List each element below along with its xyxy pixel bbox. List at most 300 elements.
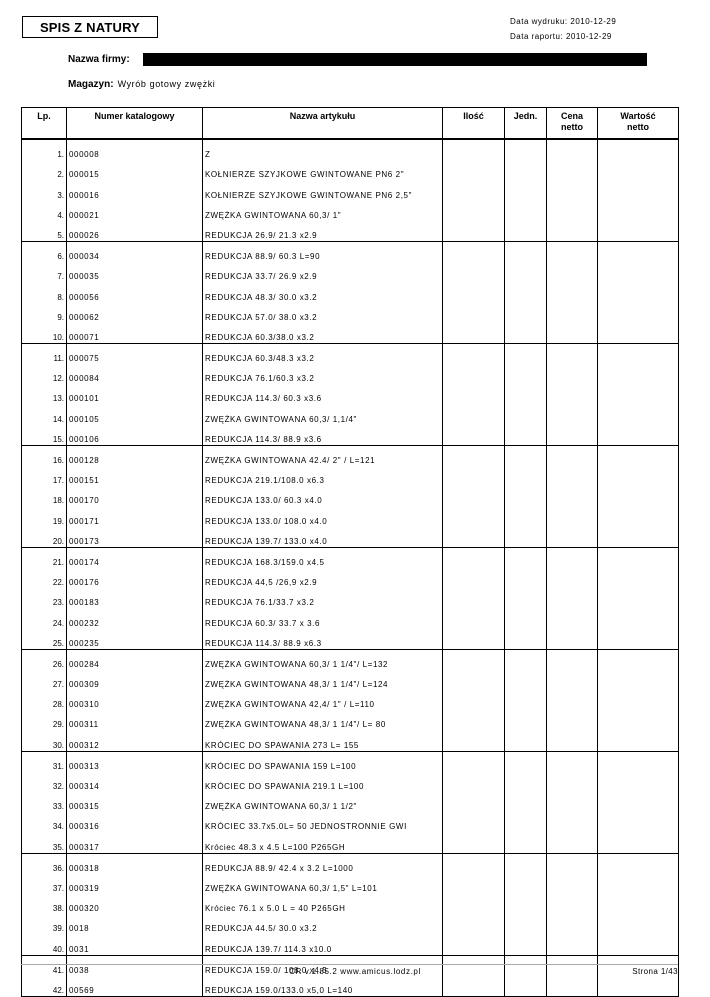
row-net-value <box>598 506 679 526</box>
table-row <box>22 934 679 955</box>
row-lp: 29. <box>22 710 67 730</box>
row-net-value <box>598 832 679 853</box>
row-net-price <box>547 282 598 302</box>
row-net-value <box>598 201 679 221</box>
row-net-value <box>598 425 679 446</box>
row-catalog-number: 000034 <box>67 241 203 262</box>
row-net-price <box>547 792 598 812</box>
row-quantity <box>443 201 505 221</box>
table-row <box>22 445 679 466</box>
row-quantity <box>443 649 505 670</box>
row-quantity <box>443 629 505 650</box>
row-net-value <box>598 262 679 282</box>
table-row <box>22 486 679 506</box>
row-article-name: REDUKCJA 76.1/33.7 x3.2 <box>203 588 443 608</box>
row-quantity <box>443 588 505 608</box>
row-quantity <box>443 894 505 914</box>
row-catalog-number: 000035 <box>67 262 203 282</box>
report-date-line <box>510 29 616 44</box>
row-lp: 10. <box>22 323 67 344</box>
table-row <box>22 527 679 548</box>
row-lp: 30. <box>22 730 67 751</box>
row-quantity <box>443 976 505 997</box>
row-unit <box>505 282 547 302</box>
table-row <box>22 241 679 262</box>
row-net-price <box>547 730 598 751</box>
row-net-price <box>547 934 598 955</box>
row-unit <box>505 976 547 997</box>
row-lp: 14. <box>22 404 67 424</box>
row-article-name: REDUKCJA 60.3/48.3 x3.2 <box>203 343 443 364</box>
row-article-name: REDUKCJA 88.9/ 42.4 x 3.2 L=1000 <box>203 853 443 874</box>
row-net-value <box>598 343 679 364</box>
row-article-name: KRÓCIEC 33.7x5.0L= 50 JEDNOSTRONNIE GWI <box>203 812 443 832</box>
row-article-name: REDUKCJA 60.3/ 33.7 x 3.6 <box>203 608 443 628</box>
row-article-name: ZWĘŻKA GWINTOWANA 60,3/ 1" <box>203 201 443 221</box>
row-article-name: Z <box>203 139 443 160</box>
row-net-value <box>598 160 679 180</box>
row-net-price <box>547 527 598 548</box>
row-unit <box>505 853 547 874</box>
row-catalog-number: 000319 <box>67 874 203 894</box>
row-quantity <box>443 160 505 180</box>
footer-credits: CR v.1.85.2 www.amicus.lodz.pl <box>289 967 421 976</box>
row-net-price <box>547 751 598 772</box>
report-dates <box>510 14 616 44</box>
row-quantity <box>443 832 505 853</box>
row-quantity <box>443 853 505 874</box>
row-article-name: Króciec 76.1 x 5.0 L = 40 P265GH <box>203 894 443 914</box>
row-quantity <box>443 874 505 894</box>
row-net-value <box>598 139 679 160</box>
row-lp: 38. <box>22 894 67 914</box>
row-catalog-number: 000311 <box>67 710 203 730</box>
row-net-price <box>547 568 598 588</box>
row-unit <box>505 730 547 751</box>
row-catalog-number: 000151 <box>67 466 203 486</box>
row-catalog-number: 000171 <box>67 506 203 526</box>
row-net-price <box>547 690 598 710</box>
row-net-value <box>598 282 679 302</box>
row-lp: 24. <box>22 608 67 628</box>
col-net-price-line1: Cena <box>560 111 583 121</box>
row-catalog-number: 000318 <box>67 853 203 874</box>
col-lp: Lp. <box>22 108 67 140</box>
row-catalog-number: 000183 <box>67 588 203 608</box>
row-unit <box>505 425 547 446</box>
row-catalog-number: 000015 <box>67 160 203 180</box>
row-net-price <box>547 180 598 200</box>
row-quantity <box>443 568 505 588</box>
row-lp: 2. <box>22 160 67 180</box>
row-quantity <box>443 241 505 262</box>
row-catalog-number: 000071 <box>67 323 203 344</box>
print-date-label: Data wydruku: <box>510 17 568 26</box>
table-row <box>22 894 679 914</box>
col-net-value-line1: Wartość <box>620 111 656 121</box>
row-article-name: KRÓCIEC DO SPAWANIA 219.1 L=100 <box>203 772 443 792</box>
col-net-value-line2: netto <box>627 122 649 132</box>
row-net-price <box>547 832 598 853</box>
row-net-value <box>598 588 679 608</box>
row-article-name: REDUKCJA 44.5/ 30.0 x3.2 <box>203 914 443 934</box>
row-net-value <box>598 486 679 506</box>
row-net-value <box>598 527 679 548</box>
row-unit <box>505 364 547 384</box>
row-quantity <box>443 608 505 628</box>
row-net-value <box>598 772 679 792</box>
row-net-value <box>598 445 679 466</box>
row-article-name: REDUKCJA 57.0/ 38.0 x3.2 <box>203 303 443 323</box>
row-unit <box>505 792 547 812</box>
row-unit <box>505 874 547 894</box>
row-article-name: REDUKCJA 88.9/ 60.3 L=90 <box>203 241 443 262</box>
row-unit <box>505 506 547 526</box>
row-net-value <box>598 466 679 486</box>
col-catalog-number: Numer katalogowy <box>67 108 203 140</box>
row-article-name: REDUKCJA 114.3/ 88.9 x6.3 <box>203 629 443 650</box>
row-lp: 26. <box>22 649 67 670</box>
row-catalog-number: 000174 <box>67 547 203 568</box>
table-row <box>22 832 679 853</box>
row-lp: 7. <box>22 262 67 282</box>
row-unit <box>505 404 547 424</box>
row-lp: 6. <box>22 241 67 262</box>
row-net-price <box>547 139 598 160</box>
row-catalog-number: 0031 <box>67 934 203 955</box>
table-row <box>22 710 679 730</box>
table-row <box>22 404 679 424</box>
row-catalog-number: 000284 <box>67 649 203 670</box>
row-unit <box>505 812 547 832</box>
row-net-value <box>598 812 679 832</box>
row-net-price <box>547 588 598 608</box>
table-row <box>22 690 679 710</box>
row-article-name: REDUKCJA 26.9/ 21.3 x2.9 <box>203 221 443 242</box>
table-row <box>22 139 679 160</box>
row-unit <box>505 527 547 548</box>
row-article-name: REDUKCJA 133.0/ 60.3 x4.0 <box>203 486 443 506</box>
row-net-value <box>598 323 679 344</box>
table-row <box>22 914 679 934</box>
row-net-price <box>547 914 598 934</box>
row-net-price <box>547 772 598 792</box>
row-article-name: REDUKCJA 159.0/ 108.0 x4.5 <box>203 955 443 976</box>
row-catalog-number: 0018 <box>67 914 203 934</box>
firm-label: Nazwa firmy: <box>68 54 130 65</box>
row-unit <box>505 241 547 262</box>
row-catalog-number: 000008 <box>67 139 203 160</box>
row-unit <box>505 670 547 690</box>
print-date-value: 2010-12-29 <box>570 17 617 26</box>
row-quantity <box>443 364 505 384</box>
row-net-value <box>598 241 679 262</box>
table-row <box>22 262 679 282</box>
row-net-price <box>547 201 598 221</box>
table-row <box>22 874 679 894</box>
row-quantity <box>443 323 505 344</box>
row-article-name: ZWĘŻKA GWINTOWANA 60,3/ 1 1/4"/ L=132 <box>203 649 443 670</box>
row-article-name: KRÓCIEC DO SPAWANIA 273 L= 155 <box>203 730 443 751</box>
row-lp: 28. <box>22 690 67 710</box>
row-quantity <box>443 751 505 772</box>
row-article-name: Króciec 48.3 x 4.5 L=100 P265GH <box>203 832 443 853</box>
row-net-value <box>598 670 679 690</box>
row-lp: 4. <box>22 201 67 221</box>
row-catalog-number: 000313 <box>67 751 203 772</box>
table-row <box>22 853 679 874</box>
row-net-value <box>598 568 679 588</box>
row-unit <box>505 180 547 200</box>
row-article-name: ZWĘŻKA GWINTOWANA 60,3/ 1,1/4" <box>203 404 443 424</box>
table-row <box>22 976 679 997</box>
row-quantity <box>443 730 505 751</box>
row-article-name: REDUKCJA 139.7/ 133.0 x4.0 <box>203 527 443 548</box>
row-lp: 1. <box>22 139 67 160</box>
row-net-price <box>547 506 598 526</box>
row-net-price <box>547 445 598 466</box>
row-net-value <box>598 690 679 710</box>
row-net-value <box>598 976 679 997</box>
row-net-price <box>547 343 598 364</box>
row-lp: 33. <box>22 792 67 812</box>
row-quantity <box>443 547 505 568</box>
report-date-value: 2010-12-29 <box>565 32 612 41</box>
firm-name-redacted <box>143 53 647 66</box>
row-quantity <box>443 486 505 506</box>
row-catalog-number: 000317 <box>67 832 203 853</box>
row-net-value <box>598 364 679 384</box>
row-net-price <box>547 466 598 486</box>
row-catalog-number: 000026 <box>67 221 203 242</box>
row-net-value <box>598 874 679 894</box>
table-row <box>22 180 679 200</box>
report-date-label: Data raportu: <box>510 32 564 41</box>
row-lp: 37. <box>22 874 67 894</box>
row-lp: 27. <box>22 670 67 690</box>
footer-divider <box>21 964 678 965</box>
row-article-name: REDUKCJA 60.3/38.0 x3.2 <box>203 323 443 344</box>
table-row <box>22 160 679 180</box>
row-article-name: REDUKCJA 33.7/ 26.9 x2.9 <box>203 262 443 282</box>
row-lp: 5. <box>22 221 67 242</box>
row-lp: 23. <box>22 588 67 608</box>
table-row <box>22 466 679 486</box>
row-quantity <box>443 303 505 323</box>
row-lp: 34. <box>22 812 67 832</box>
row-lp: 31. <box>22 751 67 772</box>
row-article-name: KOŁNIERZE SZYJKOWE GWINTOWANE PN6 2,5" <box>203 180 443 200</box>
row-net-value <box>598 934 679 955</box>
row-article-name: ZWĘŻKA GWINTOWANA 48,3/ 1 1/4"/ L=124 <box>203 670 443 690</box>
firm-row <box>68 53 130 66</box>
row-unit <box>505 221 547 242</box>
row-catalog-number: 000309 <box>67 670 203 690</box>
row-quantity <box>443 466 505 486</box>
table-row <box>22 323 679 344</box>
row-catalog-number: 000101 <box>67 384 203 404</box>
row-net-price <box>547 303 598 323</box>
row-lp: 9. <box>22 303 67 323</box>
row-catalog-number: 000170 <box>67 486 203 506</box>
row-catalog-number: 0038 <box>67 955 203 976</box>
row-lp: 40. <box>22 934 67 955</box>
row-article-name: ZWĘŻKA GWINTOWANA 60,3/ 1 1/2" <box>203 792 443 812</box>
row-catalog-number: 000235 <box>67 629 203 650</box>
table-row <box>22 751 679 772</box>
row-unit <box>505 629 547 650</box>
row-lp: 12. <box>22 364 67 384</box>
table-row <box>22 730 679 751</box>
row-lp: 35. <box>22 832 67 853</box>
report-title: SPIS Z NATURY <box>22 16 158 38</box>
table-row <box>22 670 679 690</box>
row-unit <box>505 323 547 344</box>
row-net-price <box>547 812 598 832</box>
row-lp: 15. <box>22 425 67 446</box>
row-net-value <box>598 629 679 650</box>
row-lp: 3. <box>22 180 67 200</box>
row-unit <box>505 934 547 955</box>
row-quantity <box>443 506 505 526</box>
row-lp: 19. <box>22 506 67 526</box>
row-quantity <box>443 914 505 934</box>
row-unit <box>505 139 547 160</box>
inventory-table <box>21 107 679 997</box>
row-lp: 25. <box>22 629 67 650</box>
row-article-name: KOŁNIERZE SZYJKOWE GWINTOWANE PN6 2" <box>203 160 443 180</box>
row-unit <box>505 751 547 772</box>
row-catalog-number: 000173 <box>67 527 203 548</box>
row-net-price <box>547 710 598 730</box>
warehouse-row <box>68 79 215 90</box>
table-row <box>22 547 679 568</box>
row-net-price <box>547 364 598 384</box>
row-net-value <box>598 710 679 730</box>
table-row <box>22 221 679 242</box>
row-quantity <box>443 282 505 302</box>
row-catalog-number: 000075 <box>67 343 203 364</box>
row-net-price <box>547 160 598 180</box>
row-net-price <box>547 486 598 506</box>
row-lp: 22. <box>22 568 67 588</box>
row-catalog-number: 000314 <box>67 772 203 792</box>
row-net-value <box>598 751 679 772</box>
table-row <box>22 282 679 302</box>
table-row <box>22 425 679 446</box>
row-article-name: REDUKCJA 133.0/ 108.0 x4.0 <box>203 506 443 526</box>
row-lp: 36. <box>22 853 67 874</box>
row-article-name: REDUKCJA 159.0/133.0 x5,0 L=140 <box>203 976 443 997</box>
row-unit <box>505 303 547 323</box>
row-quantity <box>443 139 505 160</box>
col-net-value <box>598 108 679 140</box>
row-quantity <box>443 221 505 242</box>
row-unit <box>505 608 547 628</box>
row-article-name: REDUKCJA 114.3/ 60.3 x3.6 <box>203 384 443 404</box>
page-number: Strona 1/43 <box>632 967 678 976</box>
row-article-name: ZWĘŻKA GWINTOWANA 48,3/ 1 1/4"/ L= 80 <box>203 710 443 730</box>
row-catalog-number: 000021 <box>67 201 203 221</box>
row-net-price <box>547 241 598 262</box>
row-net-price <box>547 670 598 690</box>
table-row <box>22 384 679 404</box>
row-unit <box>505 445 547 466</box>
row-lp: 11. <box>22 343 67 364</box>
row-quantity <box>443 772 505 792</box>
row-catalog-number: 000232 <box>67 608 203 628</box>
row-unit <box>505 710 547 730</box>
row-catalog-number: 000084 <box>67 364 203 384</box>
row-quantity <box>443 180 505 200</box>
table-row <box>22 506 679 526</box>
table-row <box>22 364 679 384</box>
row-quantity <box>443 527 505 548</box>
row-unit <box>505 486 547 506</box>
row-article-name: REDUKCJA 44,5 /26,9 x2.9 <box>203 568 443 588</box>
row-net-price <box>547 608 598 628</box>
row-unit <box>505 690 547 710</box>
row-article-name: REDUKCJA 48.3/ 30.0 x3.2 <box>203 282 443 302</box>
row-lp: 39. <box>22 914 67 934</box>
row-article-name: REDUKCJA 114.3/ 88.9 x3.6 <box>203 425 443 446</box>
row-lp: 21. <box>22 547 67 568</box>
row-net-value <box>598 914 679 934</box>
row-net-value <box>598 792 679 812</box>
row-article-name: REDUKCJA 168.3/159.0 x4.5 <box>203 547 443 568</box>
row-lp: 16. <box>22 445 67 466</box>
row-unit <box>505 384 547 404</box>
row-catalog-number: 000128 <box>67 445 203 466</box>
col-article-name: Nazwa artykułu <box>203 108 443 140</box>
table-row <box>22 649 679 670</box>
col-net-price-line2: netto <box>561 122 583 132</box>
row-lp: 32. <box>22 772 67 792</box>
row-article-name: ZWĘŻKA GWINTOWANA 60,3/ 1,5" L=101 <box>203 874 443 894</box>
table-row <box>22 792 679 812</box>
row-quantity <box>443 262 505 282</box>
row-unit <box>505 201 547 221</box>
row-unit <box>505 649 547 670</box>
row-lp: 41. <box>22 955 67 976</box>
row-unit <box>505 466 547 486</box>
row-catalog-number: 000176 <box>67 568 203 588</box>
row-unit <box>505 894 547 914</box>
row-unit <box>505 547 547 568</box>
col-quantity: Ilość <box>443 108 505 140</box>
row-net-value <box>598 180 679 200</box>
row-quantity <box>443 445 505 466</box>
row-net-value <box>598 730 679 751</box>
row-catalog-number: 000316 <box>67 812 203 832</box>
row-article-name: KRÓCIEC DO SPAWANIA 159 L=100 <box>203 751 443 772</box>
col-unit: Jedn. <box>505 108 547 140</box>
col-net-price <box>547 108 598 140</box>
table-row <box>22 608 679 628</box>
row-article-name: REDUKCJA 139.7/ 114.3 x10.0 <box>203 934 443 955</box>
row-unit <box>505 568 547 588</box>
row-catalog-number: 000056 <box>67 282 203 302</box>
warehouse-value: Wyrób gotowy zwężki <box>117 79 216 89</box>
row-quantity <box>443 792 505 812</box>
row-net-value <box>598 853 679 874</box>
row-net-value <box>598 404 679 424</box>
row-net-value <box>598 649 679 670</box>
row-quantity <box>443 710 505 730</box>
row-quantity <box>443 384 505 404</box>
row-net-value <box>598 547 679 568</box>
row-article-name: ZWĘŻKA GWINTOWANA 42.4/ 2" / L=121 <box>203 445 443 466</box>
